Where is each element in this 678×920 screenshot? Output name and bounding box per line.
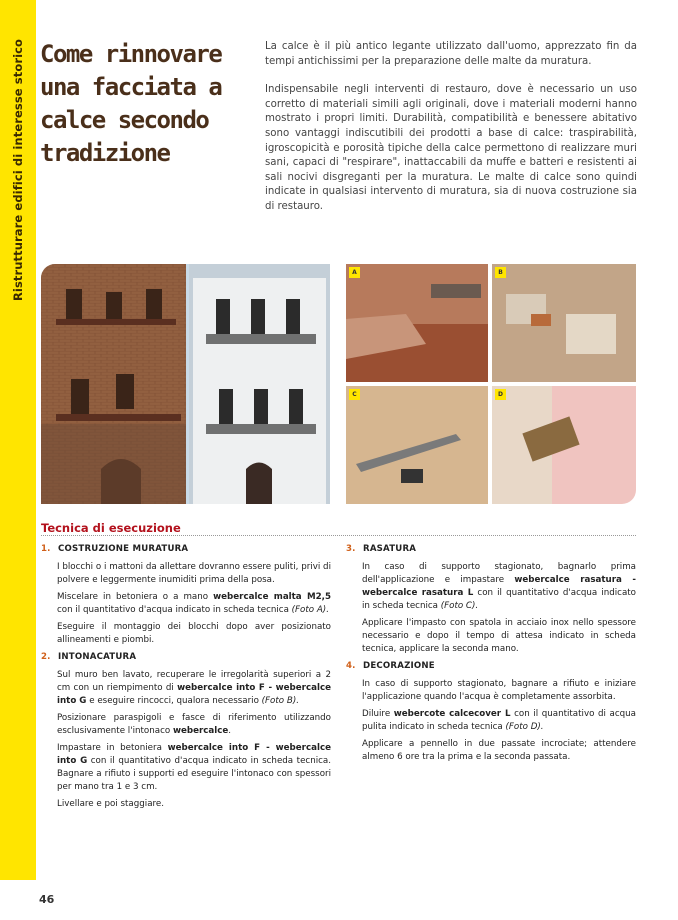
step-title: DECORAZIONE — [363, 661, 435, 671]
steps-column-right — [346, 543, 636, 768]
step-paragraph: Sul muro ben lavato, recuperare le irregolarità superiori a 2 cm con un riempimento di webercalce into F - webercalce into G e eseguire rincocci, qualora necessario (Foto B). — [57, 670, 331, 706]
step-heading — [346, 660, 636, 673]
intro-paragraph-2: Indispensabile negli interventi di restauro, dove è necessario un uso corretto di materiali simili agli originali, dove i materiali moderni hanno mostrato i propri limiti. Durabilità, compatibilità e benessere abitativo sono vantaggi indiscutibili dei prodotti a base di calce: traspirabilità, igroscopicità e porosità tipiche della calce permettono di realizzare muri sani, capaci di "respirare", inattaccabili da muffe e batteri e resistenti ai sali nocivi disgreganti per la muratura. Le malte di calce sono quindi indicate in qualsiasi intervento di muratura, sia di nuova costruzione sia di restauro. — [265, 84, 637, 212]
step-number: 3. — [346, 544, 356, 554]
step-paragraph: In caso di supporto stagionato, bagnarlo prima dell'applicazione e impastare webercalce rasatura - webercalce rasatura L con il quantitativo d'acqua indicato in scheda tecnica (Foto C). — [362, 562, 637, 611]
steps-column-left — [41, 543, 331, 815]
photo-label-b: B — [495, 267, 506, 278]
step-paragraph: In caso di supporto stagionato, bagnare a rifiuto e iniziare l'applicazione quando l'acqua è completamente assorbita. — [362, 679, 636, 702]
step-paragraph: Miscelare in betoniera o a mano webercalce malta M2,5 con il quantitativo d'acqua indicato in scheda tecnica (Foto A). — [57, 592, 332, 615]
step-title: INTONACATURA — [58, 652, 137, 662]
section-divider — [41, 535, 636, 536]
photo-label-a: A — [349, 267, 360, 278]
step-paragraph: Applicare l'impasto con spatola in acciaio inox nello spessore necessario e dopo il tempo di attesa indicato in scheda tecnica, applicare la seconda mano. — [362, 618, 636, 654]
page-number: 46 — [39, 893, 55, 906]
facades-photo — [41, 264, 330, 504]
steps-photo-grid — [346, 264, 636, 504]
step-heading — [41, 651, 331, 664]
section-title: Tecnica di esecuzione — [41, 521, 181, 535]
step-paragraph: Impastare in betoniera webercalce into F - webercalce into G con il quantitativo d'acqua indicato in scheda tecnica. Bagnare a rifiuto i supporti ed eseguire l'intonaco con spessori per mano tra 1 e 3 cm. — [57, 743, 331, 792]
page-title: Come rinnovare una facciata a calce secondo tradizione — [40, 40, 222, 167]
photo-label-c: C — [349, 389, 360, 400]
step-paragraph: Applicare a pennello in due passate incrociate; attendere almeno 6 ore tra la prima e la seconda passata. — [362, 739, 636, 762]
sidebar-label: Ristrutturare edifici di interesse storico — [11, 38, 25, 302]
intro-text — [265, 40, 637, 229]
step-title: COSTRUZIONE MURATURA — [58, 544, 189, 554]
step-number: 2. — [41, 652, 51, 662]
step-title: RASATURA — [363, 544, 417, 554]
step-number: 4. — [346, 661, 356, 671]
step-paragraph: I blocchi o i mattoni da allettare dovranno essere puliti, privi di polvere e leggermente inumiditi prima della posa. — [57, 562, 331, 585]
step-paragraph: Livellare e poi staggiare. — [57, 799, 164, 809]
step-heading — [346, 543, 636, 556]
sidebar-band — [0, 0, 36, 880]
step-heading — [41, 543, 331, 556]
photo-label-d: D — [495, 389, 506, 400]
step-paragraph: Eseguire il montaggio dei blocchi dopo aver posizionato allineamenti e piombi. — [57, 622, 331, 645]
intro-paragraph-1: La calce è il più antico legante utilizzato dall'uomo, apprezzato fin da tempi antichissimi per la preparazione delle malte da muratura. — [265, 41, 637, 67]
step-paragraph: Posizionare paraspigoli e fasce di riferimento utilizzando esclusivamente l'intonaco webercalce. — [57, 713, 331, 736]
step-number: 1. — [41, 544, 51, 554]
step-paragraph: Diluire webercote calcecover L con il quantitativo di acqua pulita indicato in scheda tecnica (Foto D). — [362, 709, 636, 732]
